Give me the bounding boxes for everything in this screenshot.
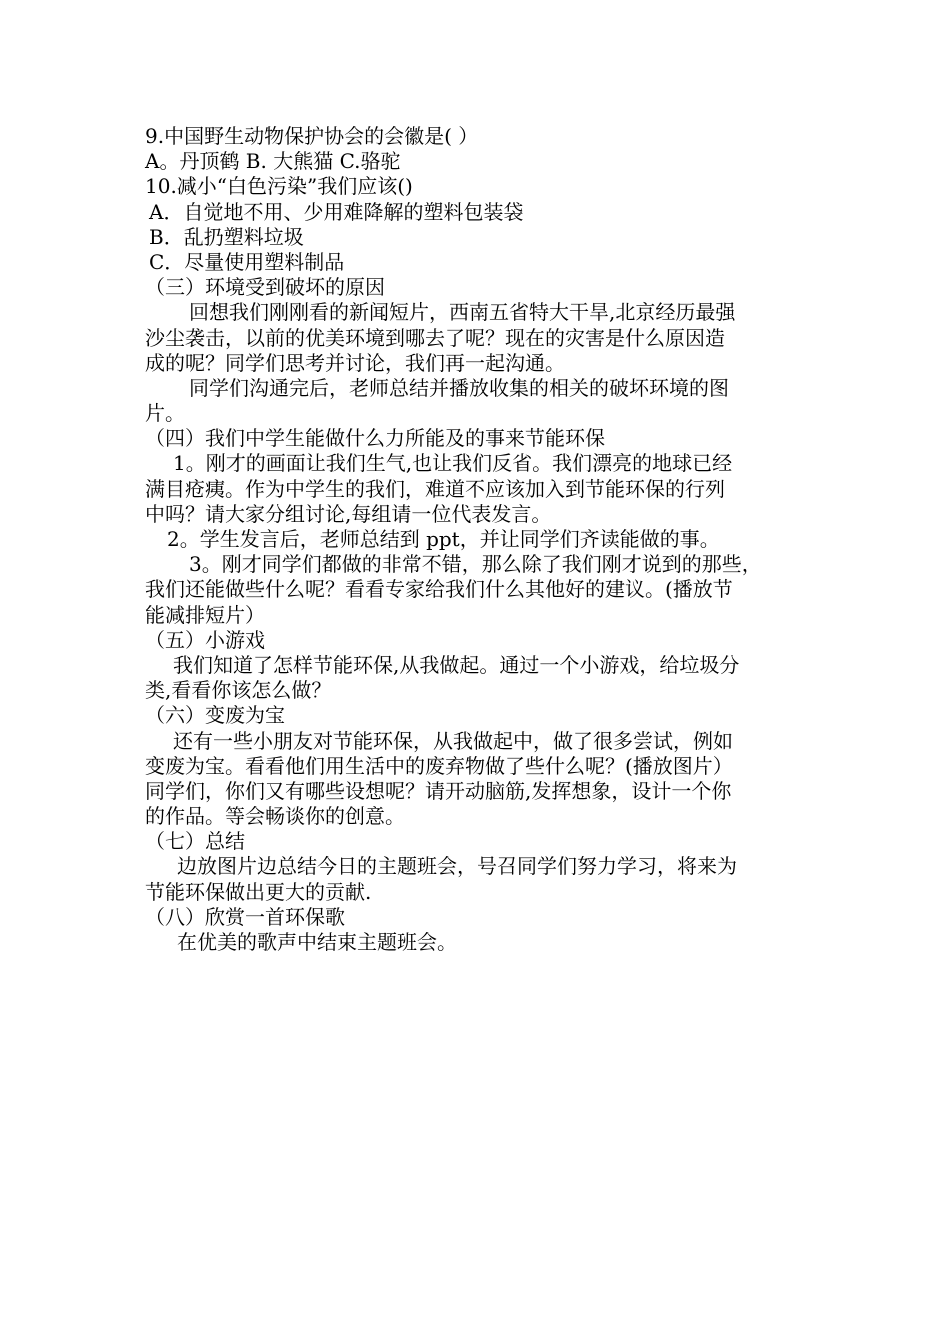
paragraph-line: 3。刚才同学们都做的非常不错，那么除了我们刚才说到的那些， (189, 552, 762, 577)
paragraph-line: 片。 (145, 401, 185, 426)
question-10-option-c: C．尽量使用塑料制品 (149, 249, 345, 274)
question-10: 10.减小“白色污染”我们应该() (145, 174, 413, 199)
document-page (145, 124, 825, 955)
question-9-options: A。丹顶鹤 B. 大熊猫 C.骆驼 (145, 149, 401, 174)
paragraph-line: 节能环保做出更大的贡献. (145, 879, 372, 904)
section-heading-7: （七）总结 (145, 829, 245, 854)
section-heading-5: （五）小游戏 (145, 627, 265, 652)
paragraph-line: 我们知道了怎样节能环保,从我做起。通过一个小游戏，给垃圾分 (173, 652, 740, 677)
question-10-option-b: B．乱扔塑料垃圾 (149, 224, 304, 249)
section-heading-4: （四）我们中学生能做什么力所能及的事来节能环保 (145, 426, 605, 451)
paragraph-line: 同学们沟通完后，老师总结并播放收集的相关的破坏环境的图 (189, 375, 729, 400)
section-heading-6: （六）变废为宝 (145, 703, 285, 728)
paragraph-line: 边放图片边总结今日的主题班会，号召同学们努力学习，将来为 (177, 854, 737, 879)
paragraph-line: 类,看看你该怎么做？ (145, 678, 332, 703)
paragraph-line: 2。学生发言后，老师总结到 ppt，并让同学们齐读能做的事。 (167, 527, 720, 551)
paragraph-line: 中吗？请大家分组讨论,每组请一位代表发言。 (145, 501, 552, 526)
paragraph-line: 满目疮痍。作为中学生的我们，难道不应该加入到节能环保的行列 (145, 476, 725, 501)
paragraph-line: 成的呢？同学们思考并讨论，我们再一起沟通。 (145, 350, 565, 375)
section-heading-8: （八）欣赏一首环保歌 (145, 904, 345, 929)
paragraph-line: 在优美的歌声中结束主题班会。 (177, 930, 457, 954)
paragraph-line: 的作品。等会畅谈你的创意。 (145, 804, 405, 829)
paragraph-line: 还有一些小朋友对节能环保，从我做起中，做了很多尝试，例如 (173, 728, 733, 753)
paragraph-line: 沙尘袭击，以前的优美环境到哪去了呢？现在的灾害是什么原因造 (145, 325, 725, 350)
paragraph-line: 变废为宝。看看他们用生活中的废弃物做了些什么呢？(播放图片） (145, 753, 733, 778)
paragraph-line: 我们还能做些什么呢？看看专家给我们什么其他好的建议。(播放节 (145, 577, 733, 602)
paragraph-line: 同学们，你们又有哪些设想呢？请开动脑筋,发挥想象，设计一个你 (145, 778, 732, 803)
paragraph-line: 能减排短片） (145, 602, 265, 627)
paragraph-line: 1。刚才的画面让我们生气,也让我们反省。我们漂亮的地球已经 (173, 451, 733, 476)
paragraph-line: 回想我们刚刚看的新闻短片，西南五省特大干旱,北京经历最强 (189, 300, 736, 325)
section-heading-3: （三）环境受到破坏的原因 (145, 275, 385, 300)
question-10-option-a: A．自觉地不用、少用难降解的塑料包装袋 (149, 199, 524, 224)
question-9: 9.中国野生动物保护协会的会徽是( ） (145, 124, 479, 148)
